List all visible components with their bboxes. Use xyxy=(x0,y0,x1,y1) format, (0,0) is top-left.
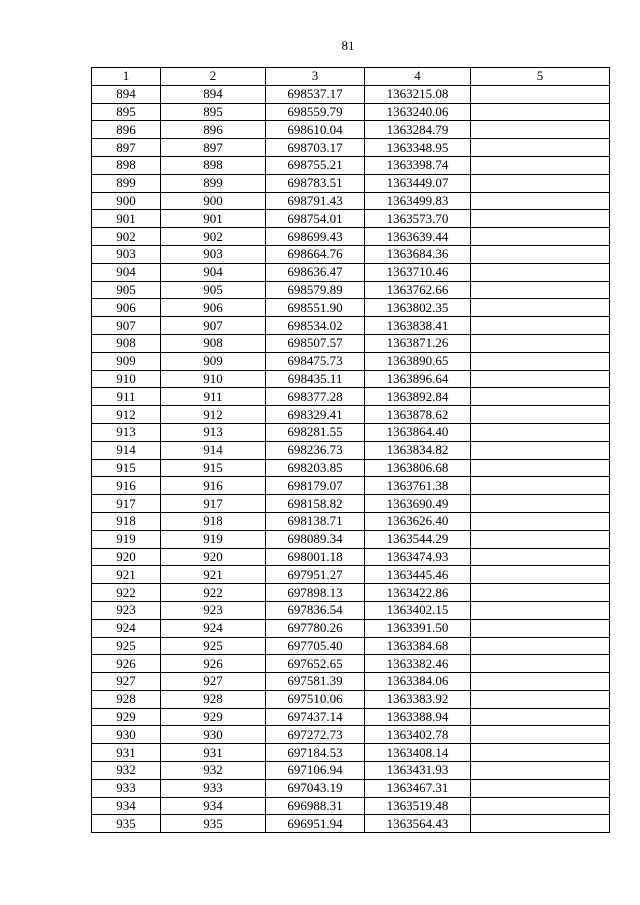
table-cell xyxy=(471,334,610,352)
table-cell: 697106.94 xyxy=(266,762,365,780)
table-cell xyxy=(471,726,610,744)
table-cell: 1363896.64 xyxy=(365,370,471,388)
table-cell xyxy=(471,459,610,477)
table-cell: 896 xyxy=(161,121,266,139)
table-row xyxy=(92,406,610,424)
table-cell: 1363402.15 xyxy=(365,601,471,619)
table-cell: 698089.34 xyxy=(266,530,365,548)
table-row xyxy=(92,334,610,352)
table-cell: 698435.11 xyxy=(266,370,365,388)
table-row xyxy=(92,530,610,548)
table-cell: 909 xyxy=(92,352,161,370)
table-cell: 922 xyxy=(161,584,266,602)
table-cell: 1363762.66 xyxy=(365,281,471,299)
table-cell: 920 xyxy=(92,548,161,566)
table-cell: 698636.47 xyxy=(266,263,365,281)
table-row xyxy=(92,477,610,495)
table-cell: 1363639.44 xyxy=(365,228,471,246)
table-cell xyxy=(471,548,610,566)
table-cell: 1363408.14 xyxy=(365,744,471,762)
table-cell: 1363384.68 xyxy=(365,637,471,655)
table-cell: 920 xyxy=(161,548,266,566)
table-cell: 903 xyxy=(161,245,266,263)
table-row xyxy=(92,121,610,139)
table-cell: 907 xyxy=(161,317,266,335)
table-cell: 697780.26 xyxy=(266,619,365,637)
table-cell: 1363240.06 xyxy=(365,103,471,121)
table-cell xyxy=(471,406,610,424)
table-cell: 697437.14 xyxy=(266,708,365,726)
table-cell: 918 xyxy=(161,512,266,530)
table-cell: 1363384.06 xyxy=(365,673,471,691)
table-row xyxy=(92,779,610,797)
table-cell: 919 xyxy=(161,530,266,548)
table-cell: 934 xyxy=(161,797,266,815)
table-cell: 698754.01 xyxy=(266,210,365,228)
table-cell: 698158.82 xyxy=(266,495,365,513)
table-cell xyxy=(471,103,610,121)
table-cell xyxy=(471,423,610,441)
table-cell xyxy=(471,708,610,726)
table-cell: 908 xyxy=(92,334,161,352)
table-cell: 1363474.93 xyxy=(365,548,471,566)
coordinates-table xyxy=(91,67,610,833)
table-cell: 914 xyxy=(161,441,266,459)
table-cell: 698755.21 xyxy=(266,156,365,174)
table-cell: 1363871.26 xyxy=(365,334,471,352)
table-cell: 1363382.46 xyxy=(365,655,471,673)
table-row xyxy=(92,708,610,726)
table-row xyxy=(92,637,610,655)
table-cell xyxy=(471,495,610,513)
table-cell: 921 xyxy=(161,566,266,584)
table-cell: 698475.73 xyxy=(266,352,365,370)
table-row xyxy=(92,690,610,708)
table-cell: 901 xyxy=(161,210,266,228)
table-cell xyxy=(471,352,610,370)
table-cell xyxy=(471,673,610,691)
table-row xyxy=(92,655,610,673)
column-header: 2 xyxy=(161,68,266,86)
table-cell: 904 xyxy=(92,263,161,281)
table-row xyxy=(92,263,610,281)
table-cell: 698537.17 xyxy=(266,85,365,103)
table-cell: 697510.06 xyxy=(266,690,365,708)
table-cell: 927 xyxy=(161,673,266,691)
table-cell: 899 xyxy=(161,174,266,192)
column-header: 4 xyxy=(365,68,471,86)
table-cell: 932 xyxy=(92,762,161,780)
table-cell: 896 xyxy=(92,121,161,139)
table-cell: 698791.43 xyxy=(266,192,365,210)
table-row xyxy=(92,762,610,780)
table-cell: 1363499.83 xyxy=(365,192,471,210)
table-cell: 698783.51 xyxy=(266,174,365,192)
table-cell xyxy=(471,637,610,655)
table-cell xyxy=(471,299,610,317)
table-cell: 1363806.68 xyxy=(365,459,471,477)
table-cell xyxy=(471,388,610,406)
table-cell: 698664.76 xyxy=(266,245,365,263)
table-cell: 913 xyxy=(161,423,266,441)
table-cell: 1363383.92 xyxy=(365,690,471,708)
table-cell: 698236.73 xyxy=(266,441,365,459)
table-cell: 697652.65 xyxy=(266,655,365,673)
table-cell: 901 xyxy=(92,210,161,228)
table-cell: 1363544.29 xyxy=(365,530,471,548)
table-cell: 1363626.40 xyxy=(365,512,471,530)
table-cell xyxy=(471,139,610,157)
table-cell: 910 xyxy=(161,370,266,388)
table-cell: 933 xyxy=(92,779,161,797)
table-cell xyxy=(471,797,610,815)
table-cell: 1363215.08 xyxy=(365,85,471,103)
table-cell: 928 xyxy=(92,690,161,708)
table-cell: 899 xyxy=(92,174,161,192)
table-row xyxy=(92,228,610,246)
table-row xyxy=(92,619,610,637)
table-row xyxy=(92,459,610,477)
table-cell: 898 xyxy=(161,156,266,174)
table-cell: 696951.94 xyxy=(266,815,365,833)
table-row xyxy=(92,441,610,459)
table-cell xyxy=(471,477,610,495)
table-row xyxy=(92,156,610,174)
table-cell xyxy=(471,619,610,637)
table-cell: 1363761.38 xyxy=(365,477,471,495)
table-cell: 906 xyxy=(161,299,266,317)
table-row xyxy=(92,174,610,192)
table-cell: 924 xyxy=(161,619,266,637)
table-row xyxy=(92,548,610,566)
table-cell: 924 xyxy=(92,619,161,637)
table-cell xyxy=(471,584,610,602)
table-cell: 900 xyxy=(92,192,161,210)
table-cell: 913 xyxy=(92,423,161,441)
table-row xyxy=(92,673,610,691)
table-cell: 1363449.07 xyxy=(365,174,471,192)
table-cell: 934 xyxy=(92,797,161,815)
table-cell: 900 xyxy=(161,192,266,210)
table-cell xyxy=(471,512,610,530)
table-cell: 1363834.82 xyxy=(365,441,471,459)
column-header: 3 xyxy=(266,68,365,86)
table-row xyxy=(92,512,610,530)
table-cell: 907 xyxy=(92,317,161,335)
table-cell: 928 xyxy=(161,690,266,708)
table-row xyxy=(92,744,610,762)
table-cell: 698534.02 xyxy=(266,317,365,335)
table-cell: 929 xyxy=(161,708,266,726)
table-cell: 698138.71 xyxy=(266,512,365,530)
table-cell: 698203.85 xyxy=(266,459,365,477)
table-cell: 1363391.50 xyxy=(365,619,471,637)
table-cell: 925 xyxy=(161,637,266,655)
table-cell: 903 xyxy=(92,245,161,263)
table-cell xyxy=(471,601,610,619)
table-cell: 697581.39 xyxy=(266,673,365,691)
table-cell: 918 xyxy=(92,512,161,530)
table-row xyxy=(92,601,610,619)
table-cell: 698329.41 xyxy=(266,406,365,424)
table-cell xyxy=(471,174,610,192)
table-cell: 1363431.93 xyxy=(365,762,471,780)
table-cell xyxy=(471,370,610,388)
table-cell: 897 xyxy=(92,139,161,157)
table-row xyxy=(92,726,610,744)
table-cell: 905 xyxy=(161,281,266,299)
table-row xyxy=(92,192,610,210)
table-cell: 697184.53 xyxy=(266,744,365,762)
table-cell: 697836.54 xyxy=(266,601,365,619)
table-cell: 935 xyxy=(161,815,266,833)
table-cell: 933 xyxy=(161,779,266,797)
table-cell: 1363467.31 xyxy=(365,779,471,797)
table-row xyxy=(92,317,610,335)
table-cell: 917 xyxy=(92,495,161,513)
table-cell xyxy=(471,779,610,797)
table-row xyxy=(92,139,610,157)
table-cell: 929 xyxy=(92,708,161,726)
table-cell: 697898.13 xyxy=(266,584,365,602)
table-cell: 894 xyxy=(161,85,266,103)
table-cell: 932 xyxy=(161,762,266,780)
table-cell: 922 xyxy=(92,584,161,602)
table-cell: 917 xyxy=(161,495,266,513)
table-cell: 1363573.70 xyxy=(365,210,471,228)
table-cell: 698703.17 xyxy=(266,139,365,157)
table-cell: 1363422.86 xyxy=(365,584,471,602)
table-cell: 698281.55 xyxy=(266,423,365,441)
table-cell: 926 xyxy=(161,655,266,673)
table-cell: 697272.73 xyxy=(266,726,365,744)
table-cell: 931 xyxy=(161,744,266,762)
table-cell xyxy=(471,210,610,228)
table-cell: 897 xyxy=(161,139,266,157)
table-cell: 916 xyxy=(92,477,161,495)
table-cell: 698377.28 xyxy=(266,388,365,406)
table-cell xyxy=(471,156,610,174)
table-cell: 911 xyxy=(161,388,266,406)
table-cell: 698001.18 xyxy=(266,548,365,566)
table-cell: 697951.27 xyxy=(266,566,365,584)
table-cell: 1363710.46 xyxy=(365,263,471,281)
table-cell: 905 xyxy=(92,281,161,299)
table-cell: 698699.43 xyxy=(266,228,365,246)
table-cell xyxy=(471,263,610,281)
table-row xyxy=(92,815,610,833)
table-cell: 911 xyxy=(92,388,161,406)
table-cell: 1363892.84 xyxy=(365,388,471,406)
table-cell: 894 xyxy=(92,85,161,103)
table-row xyxy=(92,281,610,299)
table-body xyxy=(92,85,610,832)
table-row xyxy=(92,370,610,388)
table-row xyxy=(92,103,610,121)
table-cell: 912 xyxy=(161,406,266,424)
table-row xyxy=(92,797,610,815)
table-row xyxy=(92,352,610,370)
table-cell: 1363864.40 xyxy=(365,423,471,441)
table-cell xyxy=(471,228,610,246)
table-cell xyxy=(471,744,610,762)
table-cell: 1363519.48 xyxy=(365,797,471,815)
table-cell: 908 xyxy=(161,334,266,352)
table-cell xyxy=(471,690,610,708)
table-cell xyxy=(471,85,610,103)
table-cell: 1363445.46 xyxy=(365,566,471,584)
table-cell: 921 xyxy=(92,566,161,584)
table-cell: 697043.19 xyxy=(266,779,365,797)
table-cell: 930 xyxy=(92,726,161,744)
table-cell: 697705.40 xyxy=(266,637,365,655)
table-cell: 698559.79 xyxy=(266,103,365,121)
table-cell: 1363684.36 xyxy=(365,245,471,263)
table-cell: 1363398.74 xyxy=(365,156,471,174)
table-cell xyxy=(471,762,610,780)
table-cell: 698579.89 xyxy=(266,281,365,299)
table-cell: 906 xyxy=(92,299,161,317)
table-cell: 931 xyxy=(92,744,161,762)
table-cell: 895 xyxy=(161,103,266,121)
table-cell xyxy=(471,441,610,459)
table-cell xyxy=(471,566,610,584)
table-cell: 927 xyxy=(92,673,161,691)
column-header: 1 xyxy=(92,68,161,86)
table-cell: 902 xyxy=(161,228,266,246)
table-cell: 926 xyxy=(92,655,161,673)
column-header: 5 xyxy=(471,68,610,86)
table-cell: 1363802.35 xyxy=(365,299,471,317)
table-row xyxy=(92,495,610,513)
table-cell: 919 xyxy=(92,530,161,548)
table-row xyxy=(92,245,610,263)
table-cell: 914 xyxy=(92,441,161,459)
table-cell: 1363284.79 xyxy=(365,121,471,139)
table-row xyxy=(92,85,610,103)
table-cell: 1363690.49 xyxy=(365,495,471,513)
table-cell: 698551.90 xyxy=(266,299,365,317)
table-cell: 915 xyxy=(161,459,266,477)
table-cell xyxy=(471,192,610,210)
table-cell xyxy=(471,815,610,833)
table-cell xyxy=(471,655,610,673)
header-row xyxy=(92,68,610,86)
table-row xyxy=(92,388,610,406)
table-cell xyxy=(471,121,610,139)
table-cell: 696988.31 xyxy=(266,797,365,815)
table-cell: 912 xyxy=(92,406,161,424)
table-row xyxy=(92,566,610,584)
table-cell: 898 xyxy=(92,156,161,174)
table-row xyxy=(92,299,610,317)
table-cell: 935 xyxy=(92,815,161,833)
table-cell: 909 xyxy=(161,352,266,370)
table-row xyxy=(92,584,610,602)
table-cell xyxy=(471,530,610,548)
table-row xyxy=(92,423,610,441)
table-cell xyxy=(471,317,610,335)
table-cell: 925 xyxy=(92,637,161,655)
table-cell xyxy=(471,245,610,263)
table-cell: 1363402.78 xyxy=(365,726,471,744)
table-cell: 930 xyxy=(161,726,266,744)
table-cell: 895 xyxy=(92,103,161,121)
table-cell: 915 xyxy=(92,459,161,477)
table-cell: 1363564.43 xyxy=(365,815,471,833)
table-cell: 698507.57 xyxy=(266,334,365,352)
table-cell: 698179.07 xyxy=(266,477,365,495)
table-cell: 1363838.41 xyxy=(365,317,471,335)
table-cell: 923 xyxy=(92,601,161,619)
table-cell xyxy=(471,281,610,299)
table-row xyxy=(92,210,610,228)
table-cell: 902 xyxy=(92,228,161,246)
table-cell: 698610.04 xyxy=(266,121,365,139)
table-cell: 916 xyxy=(161,477,266,495)
table-cell: 1363890.65 xyxy=(365,352,471,370)
table-cell: 1363878.62 xyxy=(365,406,471,424)
table-cell: 1363348.95 xyxy=(365,139,471,157)
page-number: 81 xyxy=(341,38,355,53)
table-cell: 904 xyxy=(161,263,266,281)
table-cell: 923 xyxy=(161,601,266,619)
table-cell: 910 xyxy=(92,370,161,388)
table-cell: 1363388.94 xyxy=(365,708,471,726)
